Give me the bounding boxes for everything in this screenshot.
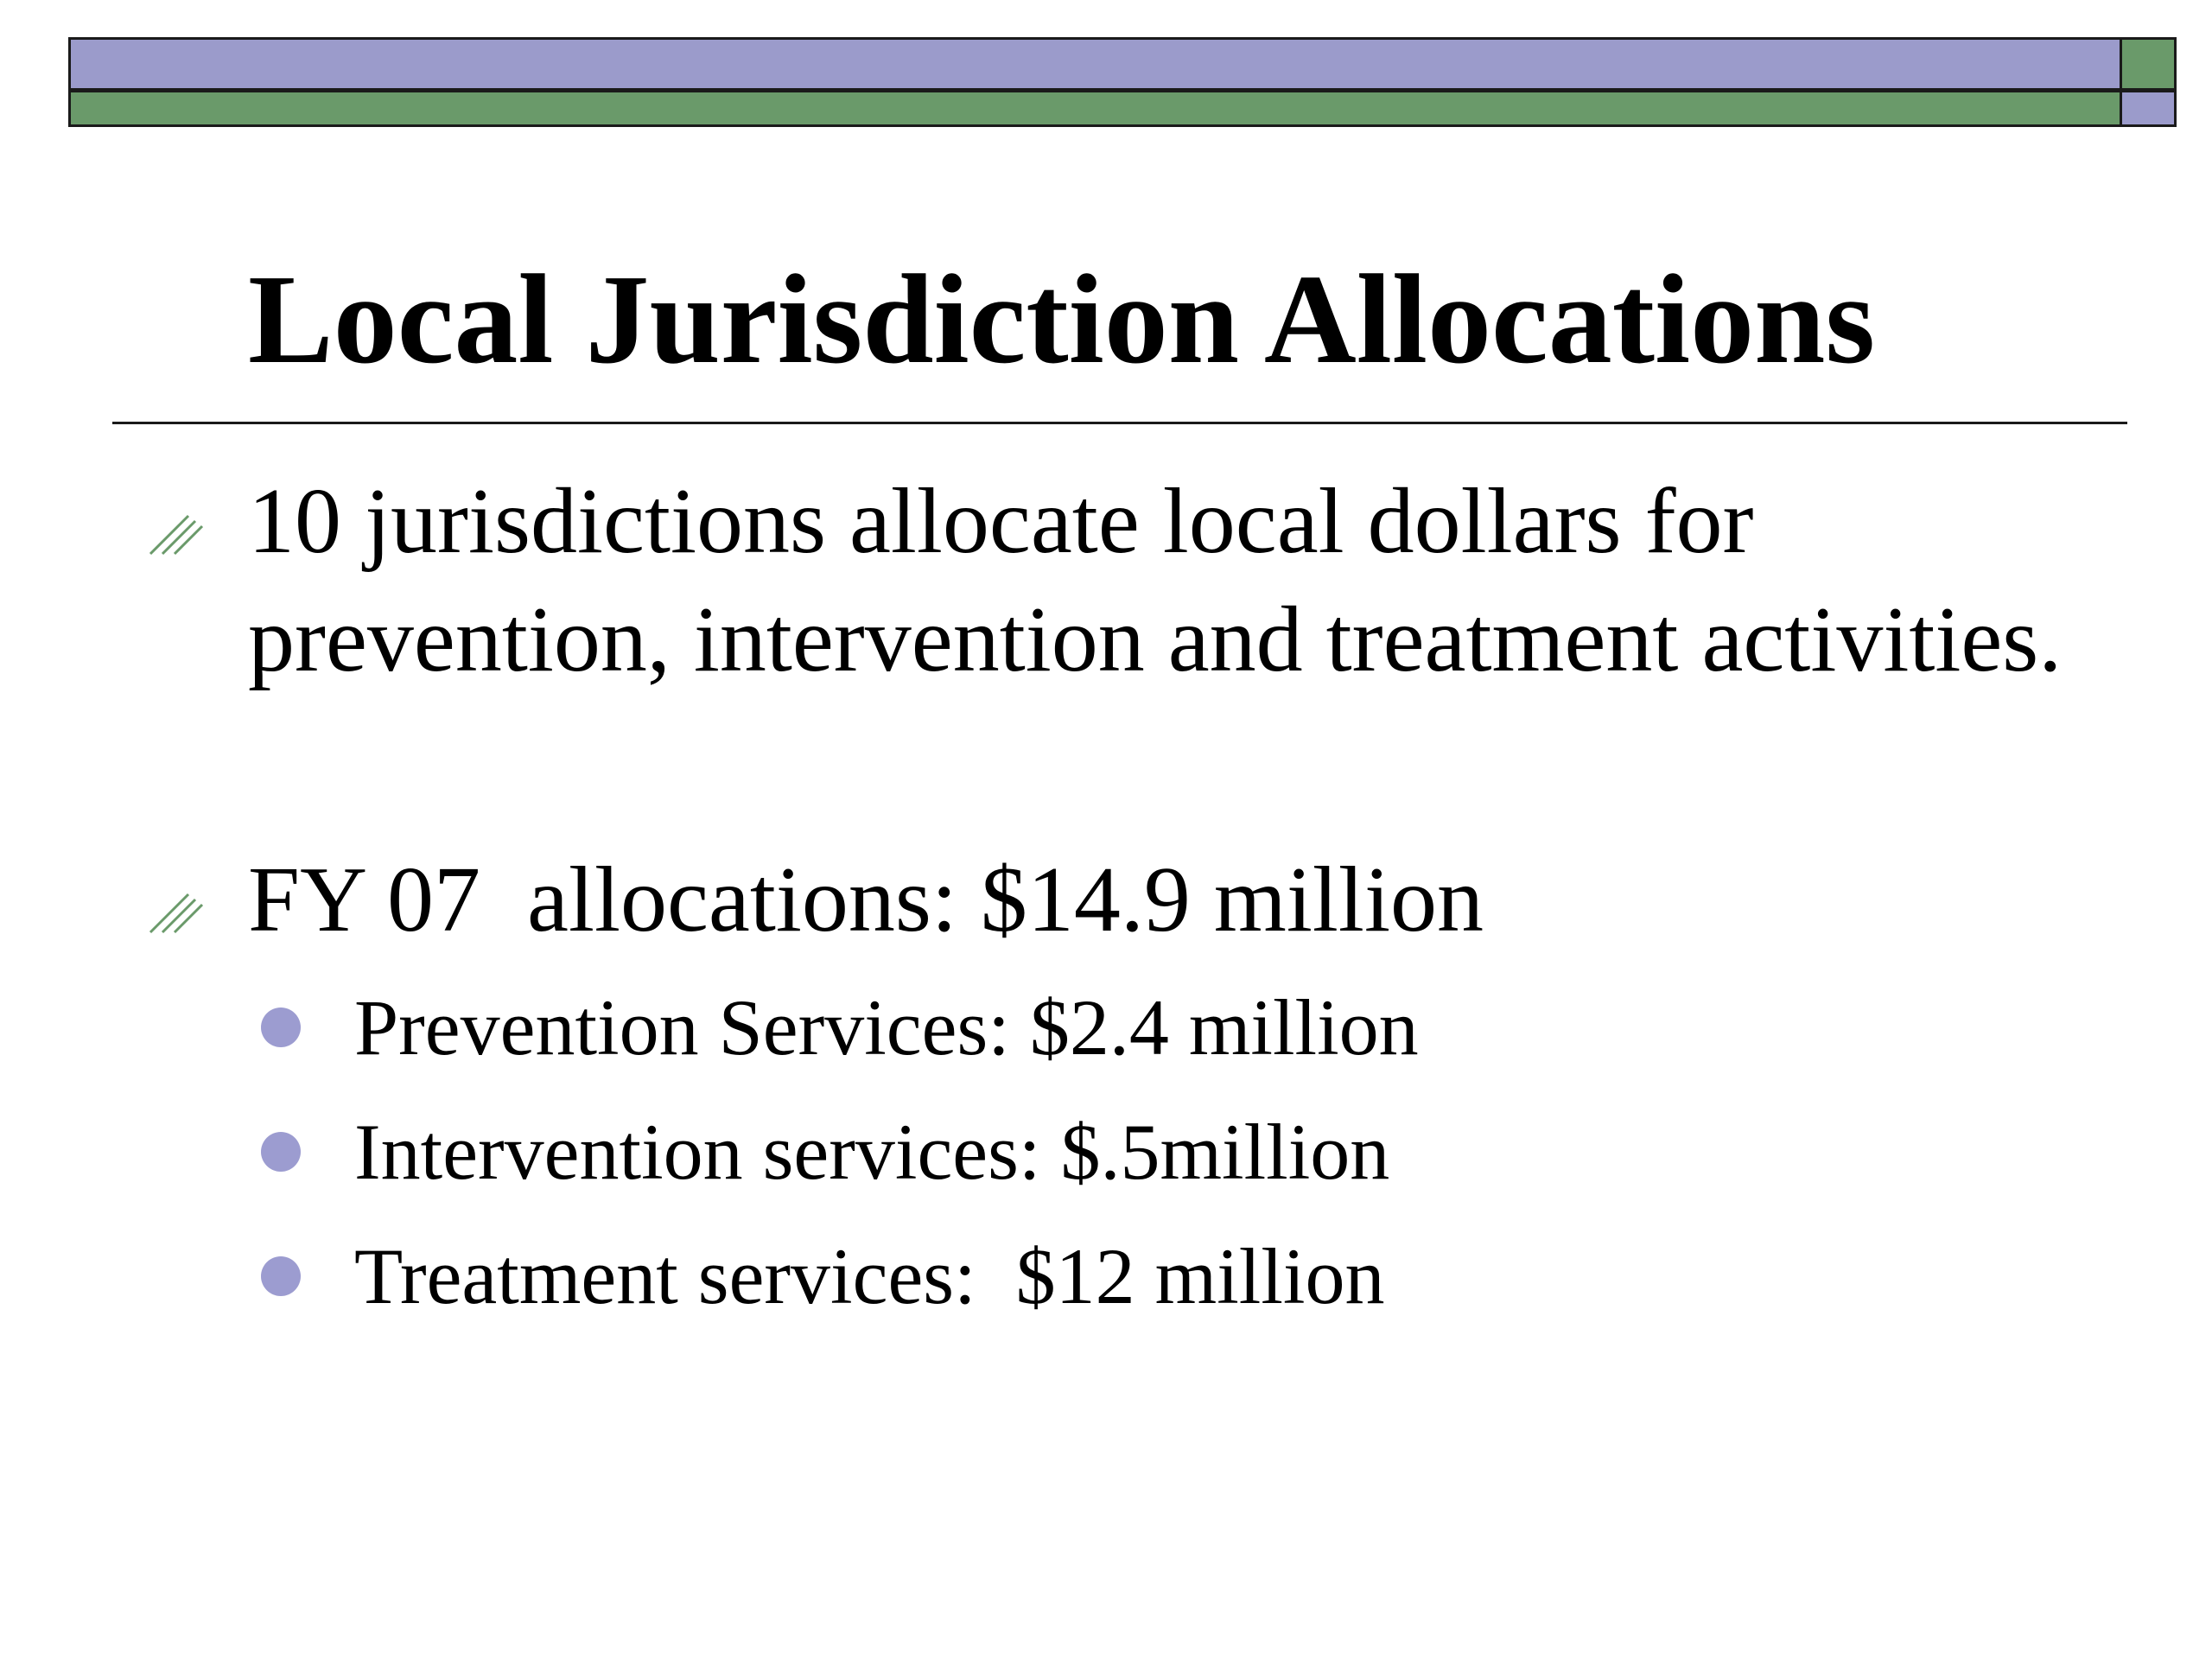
hatched-stripes-icon bbox=[147, 875, 207, 936]
circle-bullet-icon bbox=[261, 1256, 301, 1296]
circle-bullet-icon bbox=[261, 1132, 301, 1172]
header-bar-lavender bbox=[68, 37, 2122, 91]
bullet-jurisdictions-text: 10 jurisdictions allocate local dollars for prevention, intervention and treatment activities. bbox=[248, 470, 2063, 691]
stripe-3 bbox=[175, 905, 202, 932]
header-bar-green bbox=[68, 90, 2122, 127]
circle-bullet-icon bbox=[261, 1007, 301, 1047]
slide-title: Local Jurisdiction Allocations bbox=[248, 249, 1876, 391]
sub-bullet-treatment: Treatment services: $12 million bbox=[354, 1232, 1385, 1320]
hatched-stripes-icon bbox=[147, 497, 207, 557]
title-divider bbox=[112, 422, 2127, 424]
sub-bullet-intervention: Intervention services: $.5million bbox=[354, 1108, 1390, 1196]
sub-bullet-prevention: Prevention Services: $2.4 million bbox=[354, 983, 1419, 1071]
bullet-fy07-text: FY 07 allocations: $14.9 million bbox=[248, 849, 1484, 951]
header-square-lavender bbox=[2120, 90, 2177, 127]
stripe-3 bbox=[175, 526, 202, 554]
header-square-green bbox=[2120, 37, 2177, 91]
